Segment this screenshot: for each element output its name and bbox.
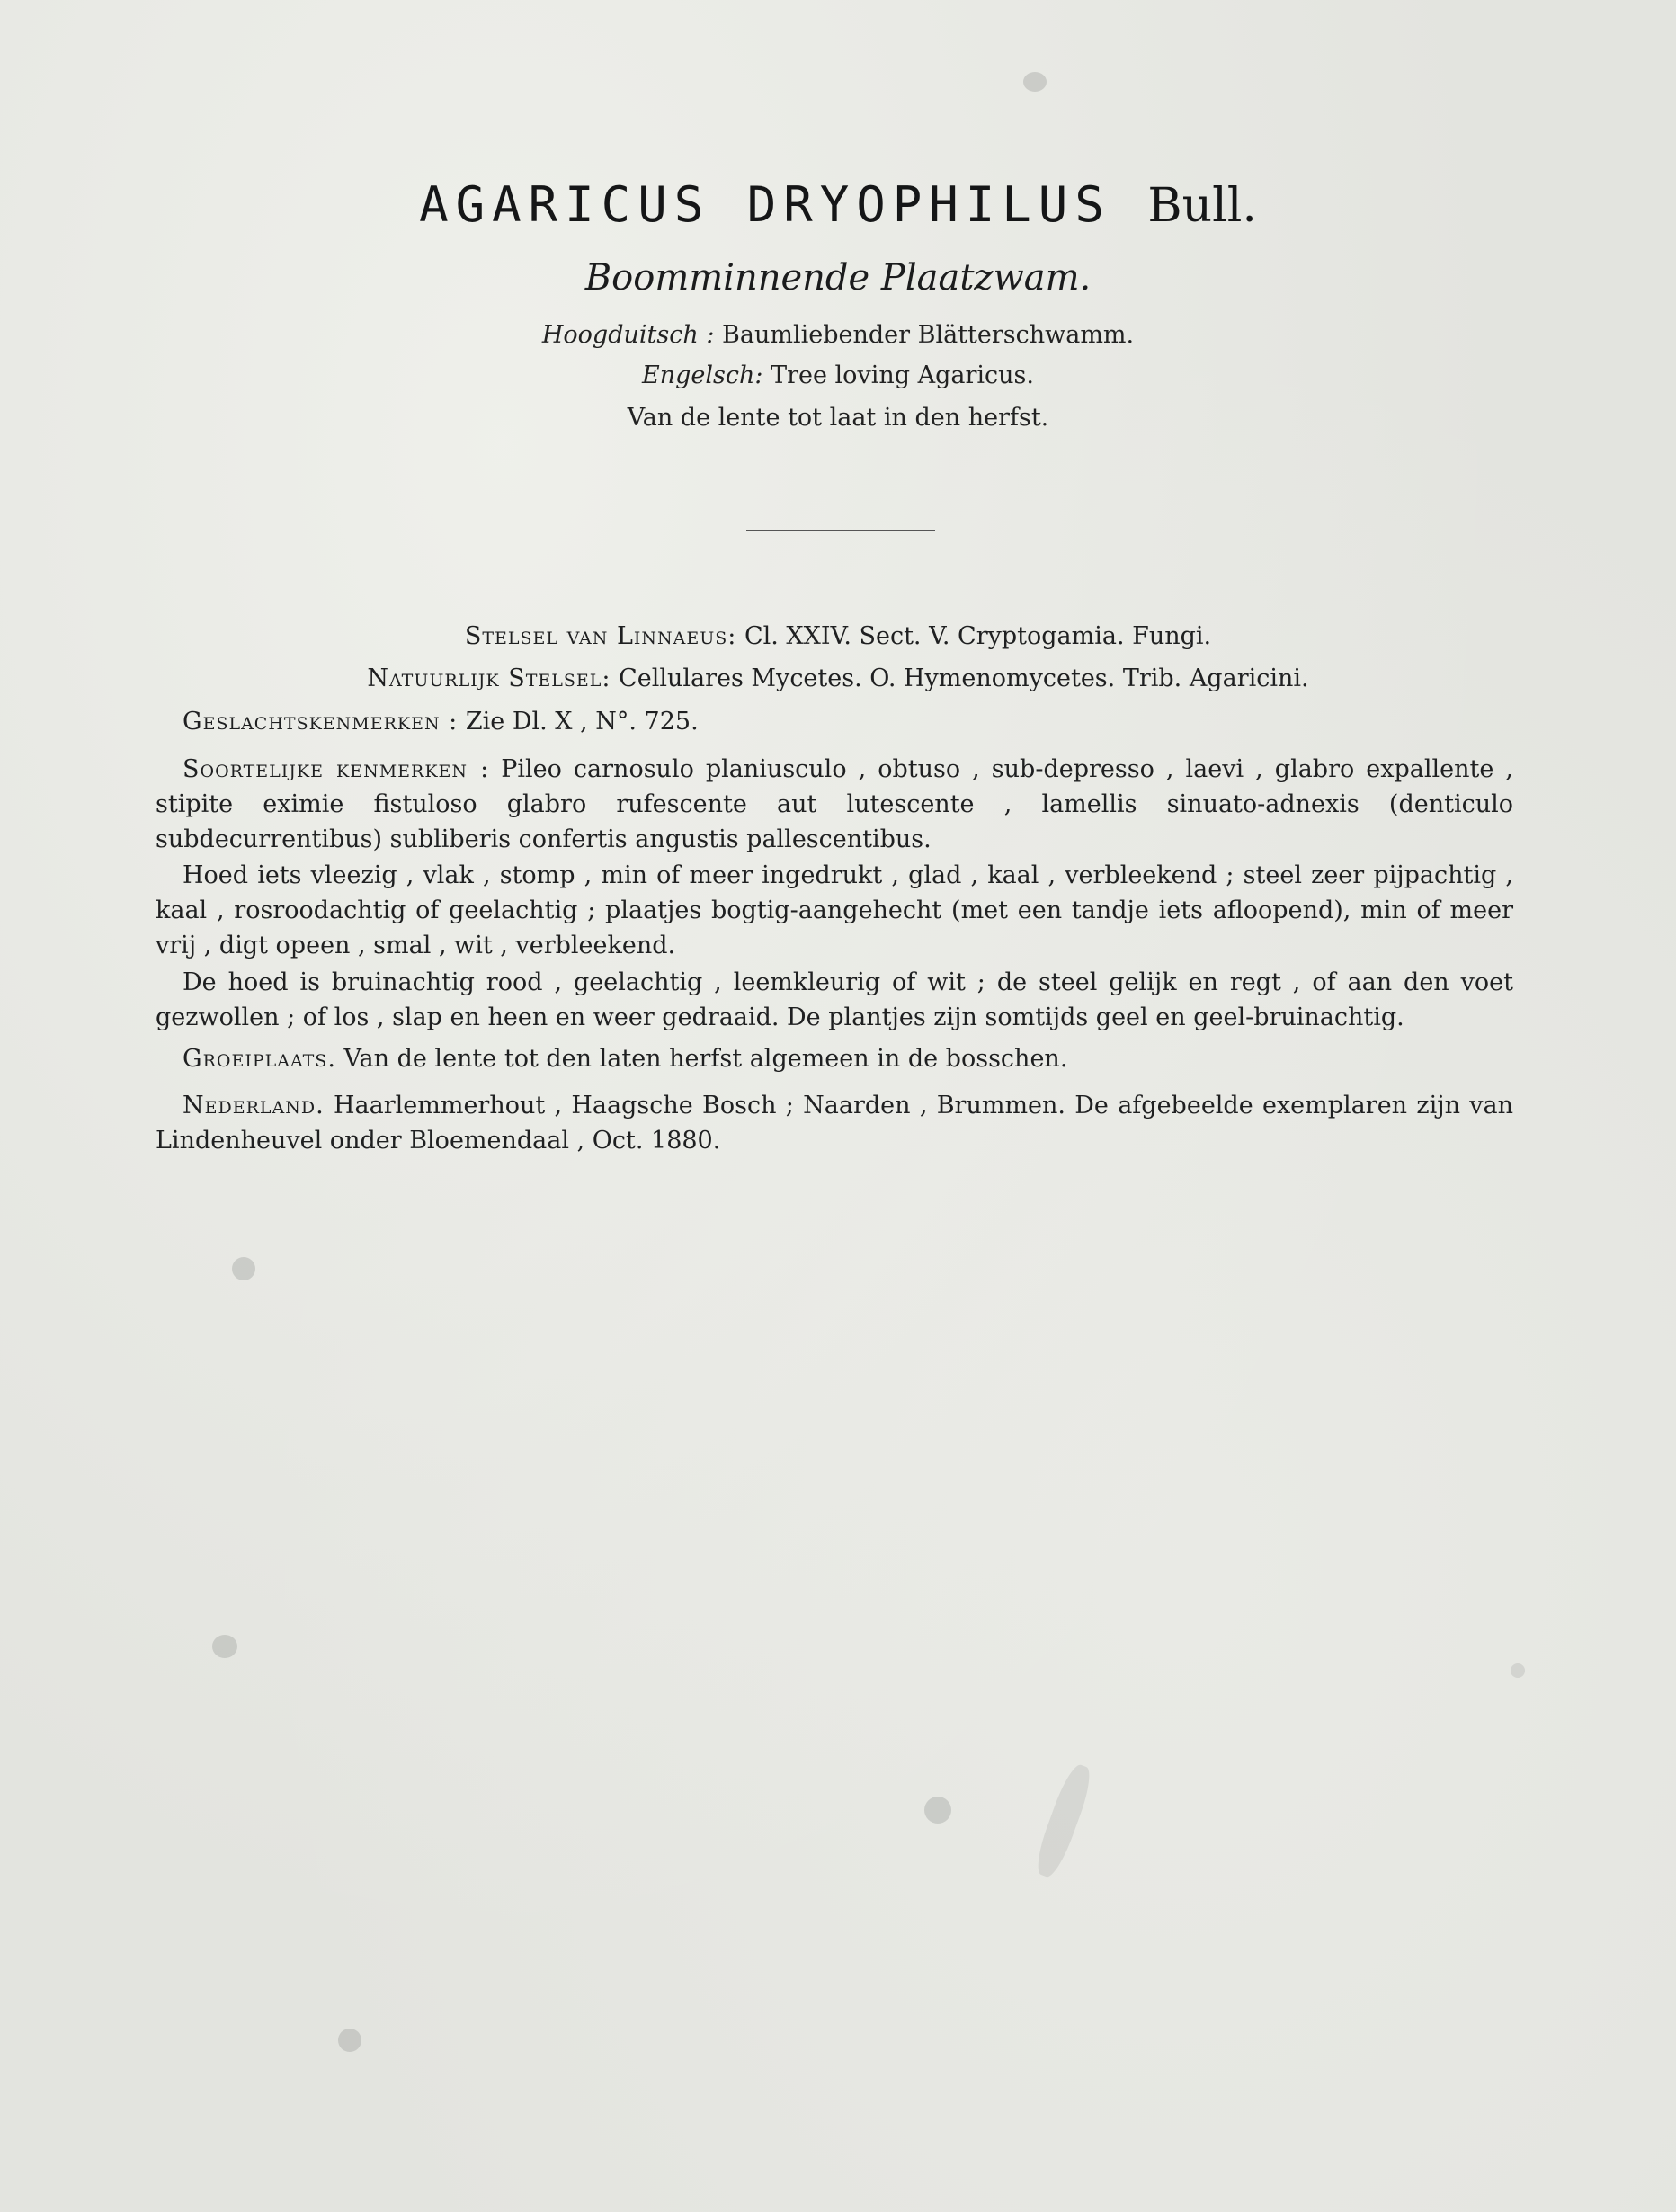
habitat-text: Van de lente tot den laten herfst algemeen in de bosschen. — [343, 1045, 1068, 1073]
genus-label: Geslachtskenmerken : — [183, 708, 459, 736]
page-title — [0, 176, 1676, 233]
colour-paragraph — [156, 965, 1513, 1035]
title-latin-name: AGARICUS DRYOPHILUS — [419, 176, 1111, 233]
netherlands-text: Haarlemmerhout , Haagsche Bosch ; Naarden , Brummen. De afgebeelde exemplaren zijn van Lindenheuvel onder Bloemendaal , Oct. 1880. — [156, 1092, 1513, 1155]
english-name: Tree loving Agaricus. — [771, 361, 1034, 389]
stain-spot — [1031, 1762, 1097, 1880]
stain-spot — [924, 1797, 951, 1824]
linnaeus-text: Cl. XXIV. Sect. V. Cryptogamia. Fungi. — [744, 622, 1212, 650]
natural-system-line — [0, 664, 1676, 692]
german-name-line — [0, 321, 1676, 349]
stain-spot — [232, 1257, 255, 1280]
english-name-line — [0, 361, 1676, 389]
natural-system-label: Natuurlijk Stelsel: — [367, 664, 611, 692]
german-label: Hoogduitsch : — [541, 321, 715, 349]
season-line: Van de lente tot laat in den herfst. — [627, 404, 1049, 432]
colour-note: De hoed is bruinachtig rood , geelachtig , leemkleurig of wit ; de steel gelijk en regt , of aan den voet gezwollen ; of los , slap en heen en weer gedraaid. De plantjes zijn somtijds geel en geel-bruinachtig. — [156, 968, 1513, 1031]
title-author: Bull. — [1147, 179, 1257, 233]
english-label: Engelsch: — [642, 361, 763, 389]
divider-rule — [746, 530, 935, 531]
natural-system-text: Cellulares Mycetes. O. Hymenomycetes. Trib. Agaricini. — [619, 664, 1309, 692]
species-text: Pileo carnosulo planiusculo , obtuso , sub-depresso , laevi , glabro expallente , stipite eximie fistuloso glabro rufescente aut lutescente , lamellis sinuato-adnexis (denticulo subdecurrentibus) subliberis confertis angustis pallescentibus. — [156, 755, 1513, 853]
netherlands-paragraph — [156, 1088, 1513, 1158]
species-paragraph — [156, 752, 1513, 857]
habitat-label: Groeiplaats. — [183, 1045, 336, 1073]
dutch-description-paragraph — [156, 858, 1513, 963]
german-name: Baumliebender Blätterschwamm. — [722, 321, 1135, 349]
netherlands-label: Nederland. — [183, 1092, 325, 1119]
stain-spot — [1511, 1663, 1525, 1678]
habitat-line — [183, 1045, 1067, 1073]
page-subtitle: Boomminnende Plaatzwam. — [584, 257, 1092, 299]
genus-text: Zie Dl. X , N°. 725. — [465, 708, 699, 736]
stain-spot — [1023, 72, 1047, 92]
dutch-description: Hoed iets vleezig , vlak , stomp , min of meer ingedrukt , glad , kaal , verbleekend ; steel zeer pijpachtig , kaal , rosroodachtig of geelachtig ; plaatjes bogtig-aangehecht (met een tandje iets afloopend), min of meer vrij , digt opeen , smal , wit , verbleekend. — [156, 861, 1513, 959]
species-label: Soortelijke kenmerken : — [183, 755, 490, 783]
genus-line — [183, 708, 699, 736]
linnaeus-label: Stelsel van Linnaeus: — [464, 622, 737, 650]
stain-spot — [338, 2029, 361, 2052]
linnaeus-line — [0, 622, 1676, 650]
stain-spot — [212, 1635, 237, 1658]
